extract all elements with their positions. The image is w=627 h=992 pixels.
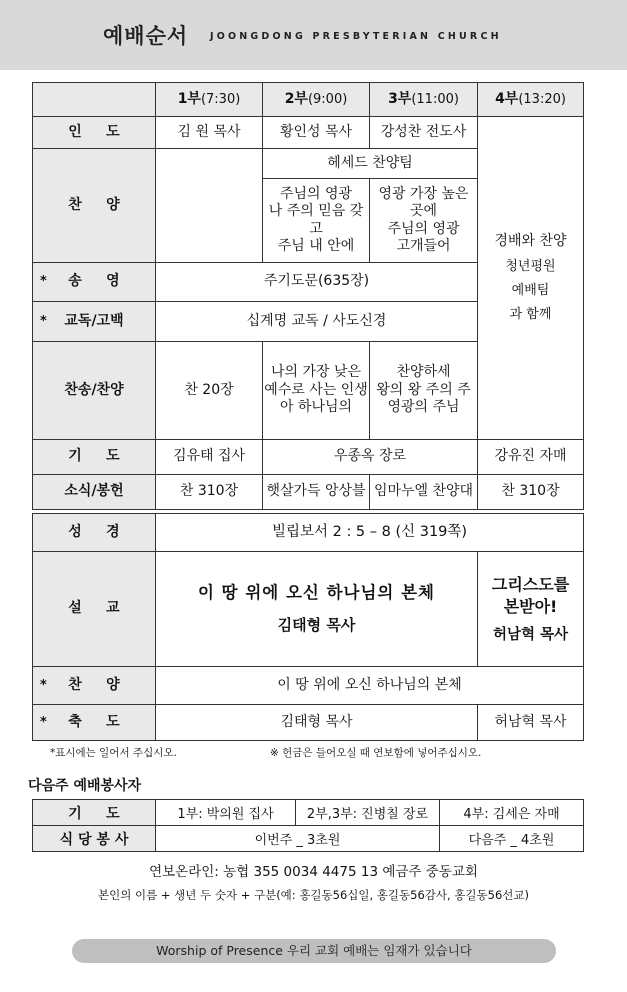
worship-order-table-lower (32, 513, 584, 741)
service-3-header: 3부(11:00) (370, 83, 478, 117)
next-kitchen-row (33, 826, 584, 852)
sermon-preacher: 김태형 목사 (277, 615, 356, 634)
footer-banner: Worship of Presence 우리 교회 예배는 임재가 있습니다 (72, 939, 556, 963)
call-s1: 김 원 목사 (156, 117, 263, 149)
church-name: JOONGDONG PRESBYTERIAN CHURCH (210, 31, 502, 42)
next-prayer-23: 2부,3부: 진병칠 장로 (296, 800, 440, 826)
identifier-info: 본인의 이름 + 생년 두 숫자 + 구분(예: 홍길동56십일, 홍길동56감사, 홍길동56선교) (98, 888, 529, 902)
benediction-s4: 허남혁 목사 (478, 705, 584, 741)
sermon-title: 이 땅 위에 오신 하나님의 본체 (198, 583, 435, 603)
prayer-s23: 우종옥 장로 (263, 440, 478, 475)
call-s2: 황인성 목사 (263, 117, 370, 149)
kitchen-this-week: 이번주 _ 3초원 (156, 826, 440, 852)
header-bar (0, 0, 627, 70)
kitchen-next-week: 다음주 _ 4초원 (440, 826, 584, 852)
praise-s1 (156, 149, 263, 263)
standing-note: *표시에는 일어서 주십시오. (50, 747, 177, 759)
label-doxology: * 송 영 (33, 263, 156, 302)
row-prayer (33, 440, 584, 475)
label-call: 인 도 (33, 117, 156, 149)
prayer-s1: 김유태 집사 (156, 440, 263, 475)
offering-s4: 찬 310장 (478, 475, 584, 510)
offering-s3: 임마누엘 찬양대 (370, 475, 478, 510)
label-prayer: 기 도 (33, 440, 156, 475)
next-week-table (32, 799, 584, 852)
service-2-header: 2부(9:00) (263, 83, 370, 117)
sermon-main (156, 552, 478, 667)
offering-note: ※ 헌금은 들어오실 때 연보함에 넣어주십시오. (270, 747, 482, 759)
scripture-value: 빌립보서 2 : 5 – 8 (신 319쪽) (156, 514, 584, 552)
next-prayer-label: 기 도 (33, 800, 156, 826)
service-1-header: 1부(7:30) (156, 83, 263, 117)
label-creed: * 교독/고백 (33, 302, 156, 342)
row-benediction (33, 705, 584, 741)
sermon-s4: 그리스도를 본받아! 허남혁 목사 (478, 552, 584, 667)
praise-s3: 영광 가장 높은 곳에 주님의 영광 고개들어 (370, 179, 478, 263)
praise-s2: 주님의 영광 나 주의 믿음 갖고 주님 내 안에 (263, 179, 370, 263)
benediction-value: 김태형 목사 (156, 705, 478, 741)
praise-s4: 경배와 찬양 청년평원 예배팀 과 함께 (478, 117, 584, 440)
row-sermon (33, 552, 584, 667)
label-closing-hymn: * 찬 양 (33, 667, 156, 705)
next-prayer-row (33, 800, 584, 826)
offering-s1: 찬 310장 (156, 475, 263, 510)
kitchen-label: 식 당 봉 사 (33, 826, 156, 852)
worship-order-table (32, 82, 584, 510)
label-praise: 찬 양 (33, 149, 156, 263)
call-s3: 강성찬 전도사 (370, 117, 478, 149)
closing-hymn-value: 이 땅 위에 오신 하나님의 본체 (156, 667, 584, 705)
hymn-s2: 나의 가장 낮은 예수로 사는 인생 아 하나님의 (263, 342, 370, 440)
offering-s2: 햇살가득 앙상블 (263, 475, 370, 510)
next-prayer-4: 4부: 김세은 자매 (440, 800, 584, 826)
online-offering-info: 연보온라인: 농협 355 0034 4475 13 예금주 중동교회 (149, 864, 478, 880)
row-scripture (33, 514, 584, 552)
row-closing-hymn (33, 667, 584, 705)
doxology-value: 주기도문(635장) (156, 263, 478, 302)
next-week-title: 다음주 예배봉사자 (28, 778, 142, 794)
label-benediction: * 축 도 (33, 705, 156, 741)
next-prayer-1: 1부: 박의원 집사 (156, 800, 296, 826)
service-header-row (33, 83, 584, 117)
corner-cell (33, 83, 156, 117)
hymn-s3: 찬양하세 왕의 왕 주의 주 영광의 주님 (370, 342, 478, 440)
praise-team: 헤세드 찬양팀 (263, 149, 478, 179)
page-title: 예배순서 (103, 24, 189, 48)
label-hymn: 찬송/찬양 (33, 342, 156, 440)
hymn-s1: 찬 20장 (156, 342, 263, 440)
service-4-header: 4부(13:20) (478, 83, 584, 117)
prayer-s4: 강유진 자매 (478, 440, 584, 475)
label-scripture: 성 경 (33, 514, 156, 552)
creed-value: 십계명 교독 / 사도신경 (156, 302, 478, 342)
label-sermon: 설 교 (33, 552, 156, 667)
label-offering: 소식/봉헌 (33, 475, 156, 510)
row-call (33, 117, 584, 149)
row-offering (33, 475, 584, 510)
